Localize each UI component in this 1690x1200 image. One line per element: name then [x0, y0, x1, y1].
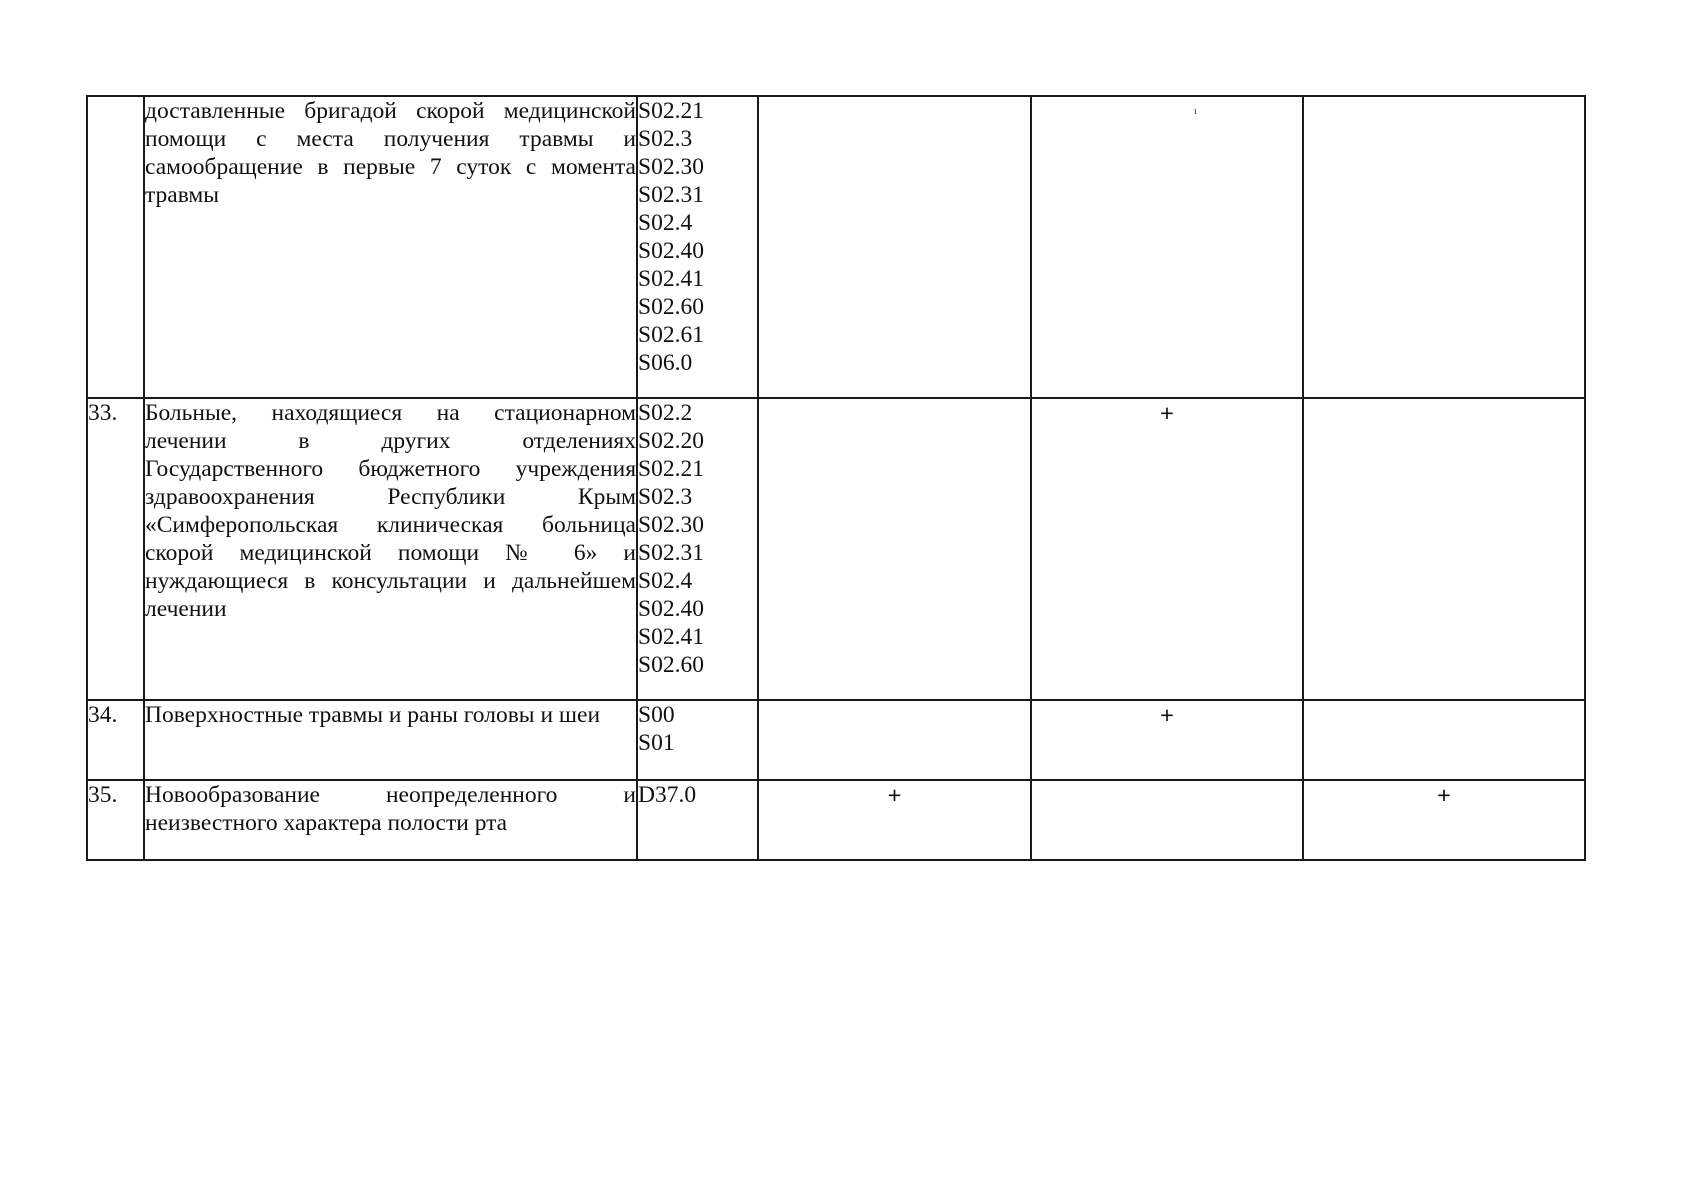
row-codes: [637, 398, 758, 700]
mark-cell-c: +: [1303, 780, 1585, 860]
row-description: [144, 780, 637, 860]
icd-code: S02.31: [638, 182, 704, 208]
icd-code: S02.41: [638, 624, 704, 650]
description-line: самообращение в первые 7 суток с момента: [145, 154, 636, 180]
diagnosis-table: [86, 95, 1586, 861]
icd-code: S02.21: [638, 98, 704, 124]
icd-code: S01: [638, 730, 675, 756]
scan-speck: ı: [1194, 106, 1197, 117]
mark-cell-c: [1303, 96, 1585, 398]
mark-cell-b: +: [1031, 398, 1303, 700]
description-line: лечении в других отделениях: [145, 428, 636, 454]
icd-code: S02.30: [638, 154, 704, 180]
icd-code: S02.60: [638, 652, 704, 678]
mark-cell-c: [1303, 398, 1585, 700]
description-line: неизвестного характера полости рта: [145, 810, 508, 836]
mark-cell-b: +: [1031, 700, 1303, 780]
mark-cell-b: [1031, 780, 1303, 860]
row-description: [144, 96, 637, 398]
description-line: скорой медицинской помощи № 6» и: [145, 540, 636, 566]
mark-cell-a: [758, 398, 1031, 700]
icd-code: S02.4: [638, 568, 693, 594]
icd-code: S06.0: [638, 350, 693, 376]
table-row: [87, 780, 1585, 860]
icd-code: S02.20: [638, 428, 704, 454]
description-line: лечении: [145, 596, 227, 622]
row-number: 33.: [87, 398, 144, 700]
icd-code: S02.4: [638, 210, 693, 236]
mark-cell-c: [1303, 700, 1585, 780]
icd-code: S02.40: [638, 238, 704, 264]
mark-cell-a: [758, 700, 1031, 780]
icd-code: S02.3: [638, 126, 693, 152]
table-row: [87, 398, 1585, 700]
icd-code: S02.21: [638, 456, 704, 482]
row-number: 35.: [87, 780, 144, 860]
icd-code: D37.0: [638, 782, 697, 808]
icd-code: S00: [638, 702, 675, 728]
mark-cell-b: [1031, 96, 1303, 398]
row-description: [144, 398, 637, 700]
description-line: здравоохранения Республики Крым: [145, 484, 636, 510]
row-codes: [637, 96, 758, 398]
description-line: нуждающиеся в консультации и дальнейшем: [145, 568, 636, 594]
icd-code: S02.60: [638, 294, 704, 320]
row-number: [87, 96, 144, 398]
table-row: [87, 700, 1585, 780]
row-number: 34.: [87, 700, 144, 780]
description-line: помощи с места получения травмы и: [145, 126, 636, 152]
row-codes: [637, 700, 758, 780]
description-line: «Симферопольская клиническая больница: [145, 512, 636, 538]
icd-code: S02.40: [638, 596, 704, 622]
row-description: [144, 700, 637, 780]
description-line: травмы: [145, 182, 220, 208]
description-line: Государственного бюджетного учреждения: [145, 456, 636, 482]
description-line: Больные, находящиеся на стационарном: [145, 400, 636, 426]
row-codes: [637, 780, 758, 860]
icd-code: S02.3: [638, 484, 693, 510]
description-line: доставленные бригадой скорой медицинской: [145, 98, 636, 124]
mark-cell-a: [758, 96, 1031, 398]
icd-code: S02.41: [638, 266, 704, 292]
icd-code: S02.61: [638, 322, 704, 348]
table-row: [87, 96, 1585, 398]
icd-code: S02.31: [638, 540, 704, 566]
description-line: Поверхностные травмы и раны головы и шеи: [145, 702, 601, 728]
icd-code: S02.2: [638, 400, 693, 426]
icd-code: S02.30: [638, 512, 704, 538]
mark-cell-a: +: [758, 780, 1031, 860]
description-line: Новообразование неопределенного и: [145, 782, 636, 808]
